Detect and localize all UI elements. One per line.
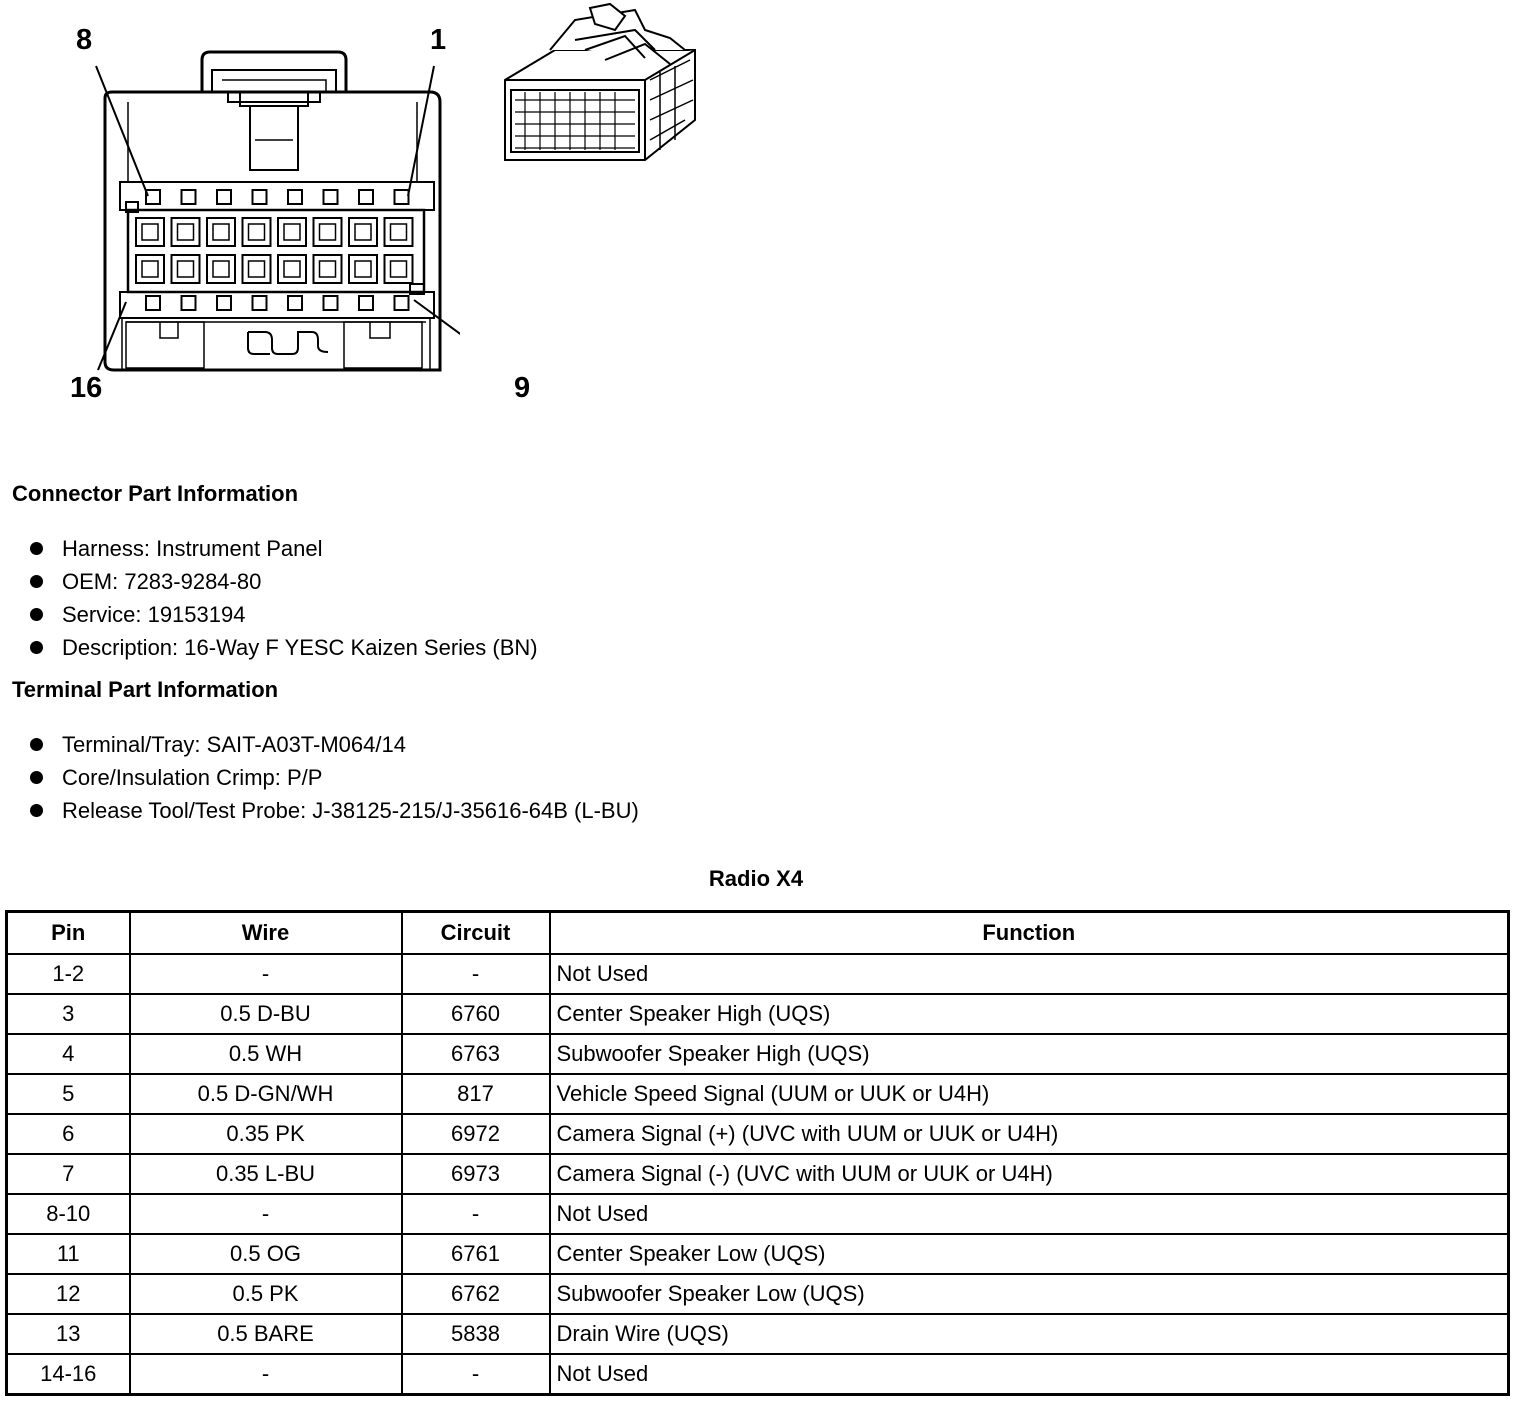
cell-function: Camera Signal (+) (UVC with UUM or UUK or U4H) — [550, 1114, 1509, 1154]
cell-circuit: 6973 — [402, 1154, 550, 1194]
top-pin-window — [253, 190, 267, 204]
cavity-inner — [178, 224, 194, 240]
cell-function: Center Speaker Low (UQS) — [550, 1234, 1509, 1274]
cell-circuit: 6763 — [402, 1034, 550, 1074]
cell-function: Not Used — [550, 1194, 1509, 1234]
cell-wire: - — [130, 954, 402, 994]
top-pin-window — [359, 190, 373, 204]
bottom-pin-window — [395, 296, 409, 310]
column-header-pin: Pin — [7, 912, 130, 955]
cell-circuit: - — [402, 1354, 550, 1395]
bullet-icon — [30, 575, 43, 588]
cell-pin: 1-2 — [7, 954, 130, 994]
cell-function: Drain Wire (UQS) — [550, 1314, 1509, 1354]
table-row — [7, 1354, 1509, 1395]
bullet-icon — [30, 542, 43, 555]
cell-function: Center Speaker High (UQS) — [550, 994, 1509, 1034]
cavity-outer — [314, 218, 342, 246]
bottom-pin-window — [146, 296, 160, 310]
cavity-outer — [278, 218, 306, 246]
table-row — [7, 1234, 1509, 1274]
list-item: Release Tool/Test Probe: J-38125-215/J-35616-64B (L-BU) — [28, 794, 639, 827]
bullet-icon — [30, 608, 43, 621]
column-header-circuit: Circuit — [402, 912, 550, 955]
cavity-outer — [136, 218, 164, 246]
cavity-outer — [207, 218, 235, 246]
cell-circuit: 6761 — [402, 1234, 550, 1274]
cavity-inner — [178, 261, 194, 277]
bottom-pin-window — [359, 296, 373, 310]
bottom-pin-window — [288, 296, 302, 310]
cell-pin: 6 — [7, 1114, 130, 1154]
pin-label-1: 1 — [430, 24, 447, 56]
cell-function: Not Used — [550, 1354, 1509, 1395]
cell-pin: 13 — [7, 1314, 130, 1354]
cell-circuit: - — [402, 954, 550, 994]
cavity-inner — [355, 224, 371, 240]
cell-pin: 8-10 — [7, 1194, 130, 1234]
cell-function: Not Used — [550, 954, 1509, 994]
cavity-outer — [385, 218, 413, 246]
cell-pin: 3 — [7, 994, 130, 1034]
cell-wire: - — [130, 1194, 402, 1234]
cavity-inner — [213, 261, 229, 277]
table-row — [7, 1034, 1509, 1074]
terminal-part-heading: Terminal Part Information — [12, 677, 279, 702]
cell-circuit: 6760 — [402, 994, 550, 1034]
cavity-outer — [385, 255, 413, 283]
table-row — [7, 994, 1509, 1034]
table-title: Radio X4 — [708, 866, 804, 891]
top-pin-window — [324, 190, 338, 204]
cavity-inner — [142, 224, 158, 240]
cavity-outer — [349, 218, 377, 246]
list-item: OEM: 7283-9284-80 — [28, 565, 538, 598]
cavity-inner — [249, 224, 265, 240]
cell-circuit: 6762 — [402, 1274, 550, 1314]
table-row — [7, 1314, 1509, 1354]
top-pin-window — [288, 190, 302, 204]
cavity-inner — [142, 261, 158, 277]
list-item: Harness: Instrument Panel — [28, 532, 538, 565]
top-pin-window — [395, 190, 409, 204]
cell-circuit: - — [402, 1194, 550, 1234]
top-pin-window — [146, 190, 160, 204]
cavity-inner — [391, 224, 407, 240]
cell-wire: 0.5 WH — [130, 1034, 402, 1074]
bottom-pin-window — [324, 296, 338, 310]
cell-pin: 5 — [7, 1074, 130, 1114]
connector-part-list — [28, 532, 538, 664]
cavity-inner — [284, 224, 300, 240]
cell-circuit: 817 — [402, 1074, 550, 1114]
bullet-icon — [30, 738, 43, 751]
table-row — [7, 1114, 1509, 1154]
cell-circuit: 6972 — [402, 1114, 550, 1154]
cavity-inner — [249, 261, 265, 277]
bullet-icon — [30, 771, 43, 784]
pin-label-9: 9 — [514, 372, 531, 404]
cell-wire: 0.5 PK — [130, 1274, 402, 1314]
table-header-row — [7, 912, 1509, 955]
table-row — [7, 1154, 1509, 1194]
cell-wire: 0.5 OG — [130, 1234, 402, 1274]
cell-pin: 11 — [7, 1234, 130, 1274]
cavity-outer — [172, 255, 200, 283]
cell-pin: 12 — [7, 1274, 130, 1314]
cavity-inner — [320, 224, 336, 240]
cell-function: Subwoofer Speaker Low (UQS) — [550, 1274, 1509, 1314]
cell-function: Subwoofer Speaker High (UQS) — [550, 1034, 1509, 1074]
pin-label-8: 8 — [76, 24, 93, 56]
pin-label-16: 16 — [70, 372, 103, 404]
table-row — [7, 1194, 1509, 1234]
cell-pin: 7 — [7, 1154, 130, 1194]
cavity-inner — [355, 261, 371, 277]
cavity-inner — [284, 261, 300, 277]
bullet-icon — [30, 641, 43, 654]
table-row — [7, 1274, 1509, 1314]
table-row — [7, 954, 1509, 994]
cavity-outer — [349, 255, 377, 283]
cavity-outer — [207, 255, 235, 283]
cell-pin: 4 — [7, 1034, 130, 1074]
bottom-pin-window — [182, 296, 196, 310]
terminal-part-list — [28, 728, 639, 827]
top-pin-window — [182, 190, 196, 204]
list-item: Core/Insulation Crimp: P/P — [28, 761, 639, 794]
cavity-inner — [213, 224, 229, 240]
connector-face-diagram — [60, 20, 460, 380]
cavity-outer — [136, 255, 164, 283]
column-header-function: Function — [550, 912, 1509, 955]
table-row — [7, 1074, 1509, 1114]
cell-circuit: 5838 — [402, 1314, 550, 1354]
cavity-outer — [243, 218, 271, 246]
pinout-table — [5, 910, 1510, 1396]
cavity-outer — [314, 255, 342, 283]
cavity-inner — [320, 261, 336, 277]
cavity-outer — [278, 255, 306, 283]
connector-part-heading: Connector Part Information — [12, 481, 299, 506]
cell-wire: 0.35 L-BU — [130, 1154, 402, 1194]
list-item: Terminal/Tray: SAIT-A03T-M064/14 — [28, 728, 639, 761]
cell-function: Camera Signal (-) (UVC with UUM or UUK or U4H) — [550, 1154, 1509, 1194]
cell-wire: 0.5 D-BU — [130, 994, 402, 1034]
cavity-inner — [391, 261, 407, 277]
bottom-pin-window — [217, 296, 231, 310]
top-pin-window — [217, 190, 231, 204]
connector-isometric-image — [495, 0, 705, 175]
bullet-icon — [30, 804, 43, 817]
cavity-outer — [243, 255, 271, 283]
cell-function: Vehicle Speed Signal (UUM or UUK or U4H) — [550, 1074, 1509, 1114]
cell-wire: 0.5 BARE — [130, 1314, 402, 1354]
list-item: Service: 19153194 — [28, 598, 538, 631]
cell-wire: - — [130, 1354, 402, 1395]
cell-pin: 14-16 — [7, 1354, 130, 1395]
bottom-pin-window — [253, 296, 267, 310]
cavity-outer — [172, 218, 200, 246]
cell-wire: 0.5 D-GN/WH — [130, 1074, 402, 1114]
list-item: Description: 16-Way F YESC Kaizen Series (BN) — [28, 631, 538, 664]
column-header-wire: Wire — [130, 912, 402, 955]
cell-wire: 0.35 PK — [130, 1114, 402, 1154]
